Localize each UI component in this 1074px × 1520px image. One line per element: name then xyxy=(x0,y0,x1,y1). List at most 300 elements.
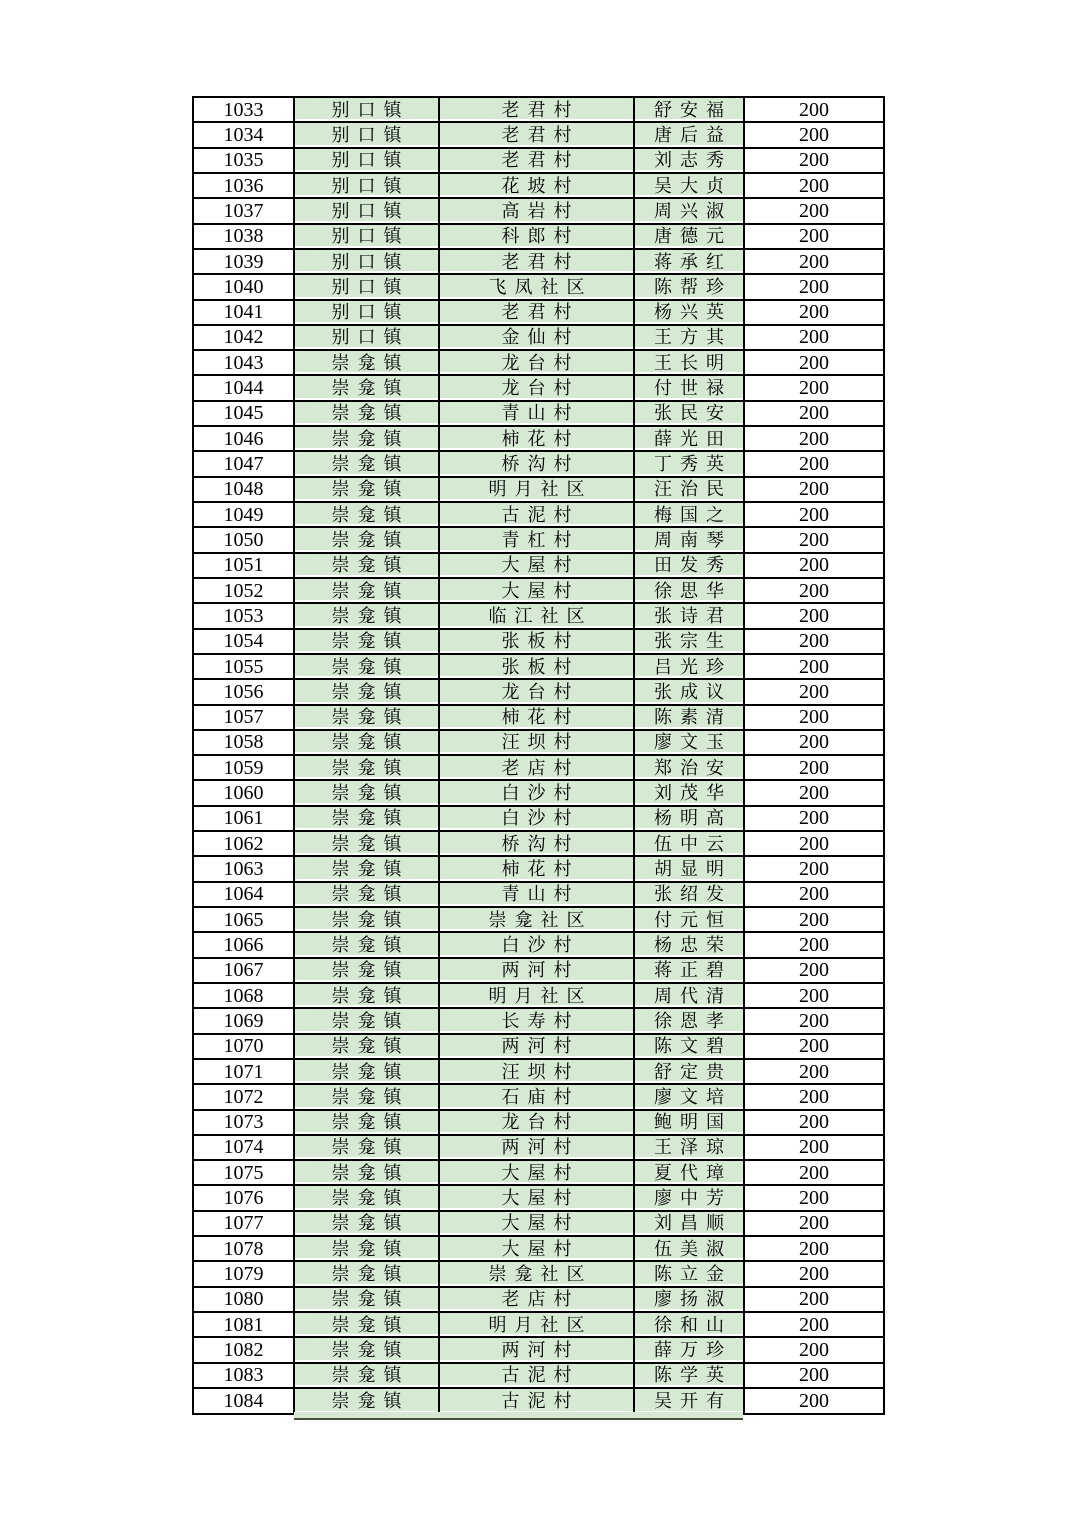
cell-serial-number: 1066 xyxy=(193,932,294,957)
cell-amount: 200 xyxy=(744,679,884,704)
cell-village: 汪坝村 xyxy=(439,730,634,755)
cell-amount: 200 xyxy=(744,932,884,957)
cell-person-name: 鲍明国 xyxy=(634,1110,744,1135)
cell-town: 崇龛镇 xyxy=(294,882,439,907)
cell-town: 崇龛镇 xyxy=(294,983,439,1008)
cell-town: 崇龛镇 xyxy=(294,1034,439,1059)
cell-person-name: 王方其 xyxy=(634,325,744,350)
cell-village: 白沙村 xyxy=(439,932,634,957)
cell-person-name: 薛光田 xyxy=(634,426,744,451)
cell-serial-number: 1053 xyxy=(193,603,294,628)
cell-person-name: 舒定贵 xyxy=(634,1059,744,1084)
cell-serial-number: 1084 xyxy=(193,1388,294,1414)
table-row xyxy=(193,1084,884,1109)
cell-person-name: 唐后益 xyxy=(634,122,744,147)
cell-amount: 200 xyxy=(744,958,884,983)
cell-serial-number: 1076 xyxy=(193,1185,294,1210)
cell-town: 崇龛镇 xyxy=(294,1388,439,1414)
table-row xyxy=(193,375,884,400)
cell-amount: 200 xyxy=(744,451,884,476)
cell-village: 白沙村 xyxy=(439,780,634,805)
cell-person-name: 张成议 xyxy=(634,679,744,704)
cell-person-name: 梅国之 xyxy=(634,502,744,527)
cell-amount: 200 xyxy=(744,806,884,831)
cell-serial-number: 1064 xyxy=(193,882,294,907)
cell-village: 老君村 xyxy=(439,148,634,173)
cell-person-name: 付世禄 xyxy=(634,375,744,400)
cell-person-name: 伍中云 xyxy=(634,831,744,856)
cell-serial-number: 1069 xyxy=(193,1008,294,1033)
cell-serial-number: 1059 xyxy=(193,755,294,780)
table-row xyxy=(193,1034,884,1059)
cell-serial-number: 1043 xyxy=(193,350,294,375)
cell-town: 别口镇 xyxy=(294,173,439,198)
cell-serial-number: 1034 xyxy=(193,122,294,147)
table-row xyxy=(193,426,884,451)
cell-village: 两河村 xyxy=(439,1034,634,1059)
cell-town: 崇龛镇 xyxy=(294,780,439,805)
cell-serial-number: 1041 xyxy=(193,300,294,325)
cell-amount: 200 xyxy=(744,1363,884,1388)
cell-town: 崇龛镇 xyxy=(294,856,439,881)
table-row xyxy=(193,654,884,679)
table-row xyxy=(193,603,884,628)
cell-town: 崇龛镇 xyxy=(294,1211,439,1236)
cell-town: 崇龛镇 xyxy=(294,1185,439,1210)
table-row xyxy=(193,1236,884,1261)
cell-village: 老君村 xyxy=(439,249,634,274)
cell-person-name: 汪治民 xyxy=(634,477,744,502)
cell-person-name: 刘茂华 xyxy=(634,780,744,805)
cell-person-name: 田发秀 xyxy=(634,553,744,578)
cell-serial-number: 1078 xyxy=(193,1236,294,1261)
cell-town: 别口镇 xyxy=(294,198,439,223)
cell-town: 崇龛镇 xyxy=(294,629,439,654)
cell-village: 老君村 xyxy=(439,122,634,147)
cell-person-name: 徐恩孝 xyxy=(634,1008,744,1033)
cell-serial-number: 1061 xyxy=(193,806,294,831)
cell-amount: 200 xyxy=(744,1034,884,1059)
cell-serial-number: 1070 xyxy=(193,1034,294,1059)
cell-town: 崇龛镇 xyxy=(294,1287,439,1312)
cell-person-name: 周兴淑 xyxy=(634,198,744,223)
table-row xyxy=(193,122,884,147)
cell-amount: 200 xyxy=(744,780,884,805)
table-row xyxy=(193,198,884,223)
table-row xyxy=(193,1363,884,1388)
table-row xyxy=(193,224,884,249)
cell-person-name: 廖文玉 xyxy=(634,730,744,755)
cell-serial-number: 1082 xyxy=(193,1337,294,1362)
cell-village: 科郎村 xyxy=(439,224,634,249)
cell-amount: 200 xyxy=(744,831,884,856)
table-row xyxy=(193,1160,884,1185)
cell-amount: 200 xyxy=(744,502,884,527)
cell-town: 崇龛镇 xyxy=(294,1363,439,1388)
cell-person-name: 郑治安 xyxy=(634,755,744,780)
cell-amount: 200 xyxy=(744,730,884,755)
cell-person-name: 周南琴 xyxy=(634,527,744,552)
cell-serial-number: 1051 xyxy=(193,553,294,578)
cell-amount: 200 xyxy=(744,1185,884,1210)
cell-village: 青山村 xyxy=(439,401,634,426)
cell-amount: 200 xyxy=(744,553,884,578)
subsidy-roster-table xyxy=(192,96,885,1415)
cell-town: 崇龛镇 xyxy=(294,958,439,983)
table-row xyxy=(193,780,884,805)
cell-village: 桥沟村 xyxy=(439,831,634,856)
cell-serial-number: 1042 xyxy=(193,325,294,350)
cell-village: 临江社区 xyxy=(439,603,634,628)
cell-person-name: 张宗生 xyxy=(634,629,744,654)
cell-serial-number: 1067 xyxy=(193,958,294,983)
cell-serial-number: 1037 xyxy=(193,198,294,223)
cell-amount: 200 xyxy=(744,907,884,932)
cell-serial-number: 1083 xyxy=(193,1363,294,1388)
cell-village: 龙台村 xyxy=(439,375,634,400)
cell-amount: 200 xyxy=(744,603,884,628)
cell-village: 崇龛社区 xyxy=(439,1261,634,1286)
table-row xyxy=(193,173,884,198)
cell-town: 崇龛镇 xyxy=(294,1008,439,1033)
cell-serial-number: 1040 xyxy=(193,274,294,299)
cell-serial-number: 1036 xyxy=(193,173,294,198)
cell-serial-number: 1080 xyxy=(193,1287,294,1312)
cell-town: 别口镇 xyxy=(294,249,439,274)
cell-village: 老君村 xyxy=(439,300,634,325)
cell-town: 别口镇 xyxy=(294,325,439,350)
cell-town: 崇龛镇 xyxy=(294,831,439,856)
cell-town: 崇龛镇 xyxy=(294,730,439,755)
cell-serial-number: 1052 xyxy=(193,578,294,603)
cell-person-name: 廖扬淑 xyxy=(634,1287,744,1312)
cell-village: 大屋村 xyxy=(439,1211,634,1236)
cell-town: 别口镇 xyxy=(294,148,439,173)
cell-village: 古泥村 xyxy=(439,1388,634,1414)
cell-serial-number: 1073 xyxy=(193,1110,294,1135)
cell-village: 石庙村 xyxy=(439,1084,634,1109)
cell-town: 崇龛镇 xyxy=(294,603,439,628)
cell-serial-number: 1071 xyxy=(193,1059,294,1084)
cell-amount: 200 xyxy=(744,401,884,426)
cell-amount: 200 xyxy=(744,1236,884,1261)
cell-amount: 200 xyxy=(744,1388,884,1414)
cell-village: 飞凤社区 xyxy=(439,274,634,299)
cell-village: 龙台村 xyxy=(439,1110,634,1135)
cell-person-name: 伍美淑 xyxy=(634,1236,744,1261)
cell-person-name: 陈帮珍 xyxy=(634,274,744,299)
table-row xyxy=(193,300,884,325)
table-row xyxy=(193,705,884,730)
cell-serial-number: 1044 xyxy=(193,375,294,400)
cell-town: 别口镇 xyxy=(294,97,439,122)
cell-serial-number: 1060 xyxy=(193,780,294,805)
cell-amount: 200 xyxy=(744,325,884,350)
cell-person-name: 陈立金 xyxy=(634,1261,744,1286)
cell-serial-number: 1072 xyxy=(193,1084,294,1109)
cell-amount: 200 xyxy=(744,882,884,907)
cell-village: 大屋村 xyxy=(439,1160,634,1185)
cell-town: 崇龛镇 xyxy=(294,1084,439,1109)
cell-amount: 200 xyxy=(744,97,884,122)
cell-amount: 200 xyxy=(744,1135,884,1160)
cell-town: 崇龛镇 xyxy=(294,1135,439,1160)
table-row xyxy=(193,578,884,603)
cell-village: 大屋村 xyxy=(439,578,634,603)
table-row xyxy=(193,1388,884,1414)
cell-person-name: 唐德元 xyxy=(634,224,744,249)
cell-village: 明月社区 xyxy=(439,477,634,502)
table-row xyxy=(193,401,884,426)
table-row xyxy=(193,907,884,932)
cell-serial-number: 1063 xyxy=(193,856,294,881)
cell-amount: 200 xyxy=(744,1059,884,1084)
table-row xyxy=(193,249,884,274)
table-row xyxy=(193,1110,884,1135)
cell-person-name: 张民安 xyxy=(634,401,744,426)
cell-person-name: 徐和山 xyxy=(634,1312,744,1337)
table-row xyxy=(193,148,884,173)
cell-person-name: 张绍发 xyxy=(634,882,744,907)
cell-amount: 200 xyxy=(744,755,884,780)
cell-serial-number: 1062 xyxy=(193,831,294,856)
cell-serial-number: 1056 xyxy=(193,679,294,704)
table-row xyxy=(193,831,884,856)
cell-serial-number: 1058 xyxy=(193,730,294,755)
table-row xyxy=(193,274,884,299)
cell-amount: 200 xyxy=(744,426,884,451)
table-row xyxy=(193,553,884,578)
cell-person-name: 薛万珍 xyxy=(634,1337,744,1362)
cell-town: 别口镇 xyxy=(294,274,439,299)
cell-person-name: 廖中芳 xyxy=(634,1185,744,1210)
cell-village: 高岩村 xyxy=(439,198,634,223)
cell-village: 老店村 xyxy=(439,755,634,780)
cell-village: 柿花村 xyxy=(439,705,634,730)
cell-serial-number: 1050 xyxy=(193,527,294,552)
cell-town: 崇龛镇 xyxy=(294,806,439,831)
cell-serial-number: 1038 xyxy=(193,224,294,249)
table-row xyxy=(193,1337,884,1362)
cell-serial-number: 1077 xyxy=(193,1211,294,1236)
cell-person-name: 王泽琼 xyxy=(634,1135,744,1160)
cell-village: 两河村 xyxy=(439,1337,634,1362)
cell-amount: 200 xyxy=(744,1008,884,1033)
cell-serial-number: 1065 xyxy=(193,907,294,932)
cell-person-name: 杨忠荣 xyxy=(634,932,744,957)
cell-village: 大屋村 xyxy=(439,553,634,578)
cell-serial-number: 1054 xyxy=(193,629,294,654)
page-break-green-overflow xyxy=(294,1412,743,1420)
cell-person-name: 付元恒 xyxy=(634,907,744,932)
cell-serial-number: 1055 xyxy=(193,654,294,679)
cell-town: 崇龛镇 xyxy=(294,705,439,730)
cell-person-name: 吴大贞 xyxy=(634,173,744,198)
cell-person-name: 刘志秀 xyxy=(634,148,744,173)
cell-amount: 200 xyxy=(744,1160,884,1185)
cell-amount: 200 xyxy=(744,1110,884,1135)
cell-serial-number: 1035 xyxy=(193,148,294,173)
cell-person-name: 徐思华 xyxy=(634,578,744,603)
cell-person-name: 张诗君 xyxy=(634,603,744,628)
cell-town: 崇龛镇 xyxy=(294,477,439,502)
table-row xyxy=(193,629,884,654)
cell-amount: 200 xyxy=(744,629,884,654)
cell-village: 青杠村 xyxy=(439,527,634,552)
table-row xyxy=(193,1008,884,1033)
cell-town: 崇龛镇 xyxy=(294,907,439,932)
cell-serial-number: 1049 xyxy=(193,502,294,527)
table-row xyxy=(193,983,884,1008)
table-row xyxy=(193,451,884,476)
cell-serial-number: 1046 xyxy=(193,426,294,451)
cell-town: 崇龛镇 xyxy=(294,553,439,578)
cell-serial-number: 1075 xyxy=(193,1160,294,1185)
cell-person-name: 杨兴英 xyxy=(634,300,744,325)
cell-village: 长寿村 xyxy=(439,1008,634,1033)
cell-serial-number: 1048 xyxy=(193,477,294,502)
table-row xyxy=(193,958,884,983)
cell-town: 别口镇 xyxy=(294,300,439,325)
cell-serial-number: 1045 xyxy=(193,401,294,426)
cell-person-name: 蒋承红 xyxy=(634,249,744,274)
cell-village: 龙台村 xyxy=(439,350,634,375)
table-row xyxy=(193,350,884,375)
cell-town: 崇龛镇 xyxy=(294,401,439,426)
table-row xyxy=(193,477,884,502)
cell-village: 崇龛社区 xyxy=(439,907,634,932)
table-row xyxy=(193,1135,884,1160)
cell-serial-number: 1079 xyxy=(193,1261,294,1286)
cell-amount: 200 xyxy=(744,274,884,299)
table-row xyxy=(193,1211,884,1236)
table-row xyxy=(193,755,884,780)
cell-person-name: 陈文碧 xyxy=(634,1034,744,1059)
cell-person-name: 王长明 xyxy=(634,350,744,375)
cell-serial-number: 1057 xyxy=(193,705,294,730)
cell-person-name: 丁秀英 xyxy=(634,451,744,476)
cell-amount: 200 xyxy=(744,224,884,249)
cell-town: 别口镇 xyxy=(294,122,439,147)
cell-amount: 200 xyxy=(744,856,884,881)
cell-village: 龙台村 xyxy=(439,679,634,704)
cell-amount: 200 xyxy=(744,1084,884,1109)
cell-village: 明月社区 xyxy=(439,1312,634,1337)
cell-amount: 200 xyxy=(744,1312,884,1337)
cell-amount: 200 xyxy=(744,1211,884,1236)
cell-town: 崇龛镇 xyxy=(294,451,439,476)
cell-town: 崇龛镇 xyxy=(294,1236,439,1261)
cell-village: 大屋村 xyxy=(439,1185,634,1210)
cell-person-name: 胡显明 xyxy=(634,856,744,881)
cell-amount: 200 xyxy=(744,122,884,147)
cell-serial-number: 1039 xyxy=(193,249,294,274)
table-row xyxy=(193,882,884,907)
table-row xyxy=(193,1312,884,1337)
cell-person-name: 杨明高 xyxy=(634,806,744,831)
cell-town: 崇龛镇 xyxy=(294,654,439,679)
cell-town: 崇龛镇 xyxy=(294,426,439,451)
cell-village: 明月社区 xyxy=(439,983,634,1008)
cell-person-name: 刘昌顺 xyxy=(634,1211,744,1236)
cell-village: 花坡村 xyxy=(439,173,634,198)
cell-amount: 200 xyxy=(744,477,884,502)
table-row xyxy=(193,502,884,527)
cell-town: 崇龛镇 xyxy=(294,1337,439,1362)
cell-amount: 200 xyxy=(744,173,884,198)
cell-serial-number: 1068 xyxy=(193,983,294,1008)
cell-village: 柿花村 xyxy=(439,426,634,451)
cell-town: 崇龛镇 xyxy=(294,578,439,603)
cell-town: 崇龛镇 xyxy=(294,1160,439,1185)
table-row xyxy=(193,856,884,881)
table-row xyxy=(193,97,884,122)
cell-amount: 200 xyxy=(744,350,884,375)
cell-amount: 200 xyxy=(744,375,884,400)
cell-town: 别口镇 xyxy=(294,224,439,249)
table-row xyxy=(193,325,884,350)
cell-amount: 200 xyxy=(744,249,884,274)
table-row xyxy=(193,527,884,552)
cell-town: 崇龛镇 xyxy=(294,1312,439,1337)
cell-village: 大屋村 xyxy=(439,1236,634,1261)
cell-amount: 200 xyxy=(744,983,884,1008)
cell-person-name: 廖文培 xyxy=(634,1084,744,1109)
cell-village: 张板村 xyxy=(439,654,634,679)
cell-serial-number: 1033 xyxy=(193,97,294,122)
cell-town: 崇龛镇 xyxy=(294,1110,439,1135)
cell-village: 古泥村 xyxy=(439,502,634,527)
cell-person-name: 吕光珍 xyxy=(634,654,744,679)
cell-person-name: 吴开有 xyxy=(634,1388,744,1414)
cell-person-name: 陈素清 xyxy=(634,705,744,730)
cell-serial-number: 1074 xyxy=(193,1135,294,1160)
cell-village: 汪坝村 xyxy=(439,1059,634,1084)
cell-village: 两河村 xyxy=(439,958,634,983)
cell-village: 两河村 xyxy=(439,1135,634,1160)
cell-village: 白沙村 xyxy=(439,806,634,831)
cell-amount: 200 xyxy=(744,1337,884,1362)
table-row xyxy=(193,1261,884,1286)
table-row xyxy=(193,932,884,957)
cell-village: 老君村 xyxy=(439,97,634,122)
cell-amount: 200 xyxy=(744,1287,884,1312)
cell-person-name: 蒋正碧 xyxy=(634,958,744,983)
table-row xyxy=(193,806,884,831)
cell-serial-number: 1081 xyxy=(193,1312,294,1337)
cell-town: 崇龛镇 xyxy=(294,375,439,400)
cell-village: 青山村 xyxy=(439,882,634,907)
cell-amount: 200 xyxy=(744,578,884,603)
cell-amount: 200 xyxy=(744,654,884,679)
cell-amount: 200 xyxy=(744,705,884,730)
cell-serial-number: 1047 xyxy=(193,451,294,476)
cell-town: 崇龛镇 xyxy=(294,1261,439,1286)
cell-amount: 200 xyxy=(744,198,884,223)
cell-town: 崇龛镇 xyxy=(294,679,439,704)
cell-town: 崇龛镇 xyxy=(294,502,439,527)
table-row xyxy=(193,1287,884,1312)
table-row xyxy=(193,730,884,755)
cell-village: 张板村 xyxy=(439,629,634,654)
cell-person-name: 夏代璋 xyxy=(634,1160,744,1185)
cell-town: 崇龛镇 xyxy=(294,1059,439,1084)
cell-village: 金仙村 xyxy=(439,325,634,350)
cell-town: 崇龛镇 xyxy=(294,932,439,957)
cell-amount: 200 xyxy=(744,300,884,325)
cell-amount: 200 xyxy=(744,527,884,552)
cell-person-name: 周代清 xyxy=(634,983,744,1008)
